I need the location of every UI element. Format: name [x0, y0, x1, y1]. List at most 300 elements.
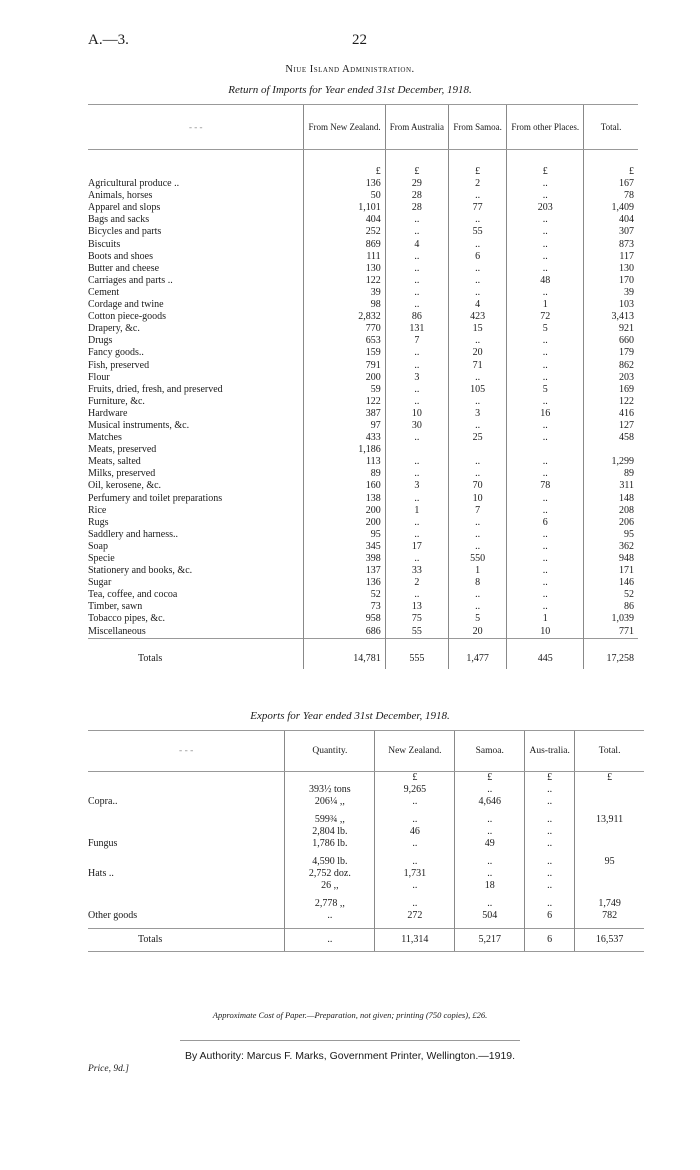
total-value: 307 [584, 226, 638, 238]
australia-value: 28 [385, 190, 448, 202]
col-total: Total. [575, 731, 644, 772]
total-value: 948 [584, 553, 638, 565]
australia-value: .. [385, 275, 448, 287]
item-label: Tobacco pipes, &c. [88, 613, 166, 625]
table-row [88, 529, 638, 541]
samoa-value: 15 [448, 323, 506, 335]
australia-value: .. [385, 384, 448, 396]
table-row [88, 468, 638, 480]
samoa-value: 5 [448, 613, 506, 625]
table-row [88, 505, 638, 517]
table-row [88, 613, 638, 625]
blank-cell [88, 150, 304, 179]
nz-value: 97 [304, 420, 385, 432]
other-value: .. [507, 601, 584, 613]
australia-value: 13 [385, 601, 448, 613]
item-label: Hats .. [88, 868, 114, 879]
paper-cost-note: Approximate Cost of Paper.—Preparation, not given; printing (750 copies), £26. [212, 1010, 488, 1020]
australia-value: 3 [385, 480, 448, 492]
australia-value: .. [525, 784, 575, 796]
nz-value: 200 [304, 517, 385, 529]
item-label: Specie [88, 553, 115, 564]
other-value: 5 [507, 384, 584, 396]
nz-value: 95 [304, 529, 385, 541]
table-row [88, 396, 638, 408]
total-value [575, 826, 644, 838]
nz-value: 73 [304, 601, 385, 613]
item-label: Boots and shoes [88, 250, 153, 262]
total-value: 3,413 [584, 311, 638, 323]
total-value: 52 [584, 589, 638, 601]
nz-value: 252 [304, 226, 385, 238]
samoa-value: 20 [448, 347, 506, 359]
other-value: .. [507, 372, 584, 384]
samoa-value: 504 [455, 910, 525, 922]
table-row [88, 444, 638, 456]
item-label: Copra.. [88, 796, 118, 807]
australia-value: .. [525, 838, 575, 850]
quantity-value: 206¼ ,, [285, 796, 375, 808]
currency-symbol: £ [584, 150, 638, 179]
other-value: 72 [507, 311, 584, 323]
total-value: 782 [575, 910, 644, 922]
samoa-value: 18 [455, 880, 525, 892]
total-value: 203 [584, 372, 638, 384]
australia-value: 55 [385, 626, 448, 639]
quantity-value: 26 ,, [285, 880, 375, 892]
australia-value: 30 [385, 420, 448, 432]
samoa-value: 4 [448, 299, 506, 311]
table-row [88, 784, 644, 796]
other-value: .. [507, 420, 584, 432]
australia-value: 28 [385, 202, 448, 214]
other-value: 6 [507, 517, 584, 529]
nz-value: 11,314 [375, 929, 455, 952]
table-row [88, 541, 638, 553]
nz-value: 958 [304, 613, 385, 625]
printer-authority: By Authority: Marcus F. Marks, Government Printer, Wellington.—1919. [184, 1050, 516, 1062]
total-value: 167 [584, 178, 638, 190]
australia-value: .. [525, 826, 575, 838]
quantity-value: .. [285, 910, 375, 922]
total-value: 127 [584, 420, 638, 432]
table-row [88, 347, 638, 359]
table-row [88, 263, 638, 275]
samoa-value: 1 [448, 565, 506, 577]
other-value: .. [507, 529, 584, 541]
nz-value: 122 [304, 275, 385, 287]
nz-value: 200 [304, 505, 385, 517]
australia-value: 1 [385, 505, 448, 517]
australia-value: .. [385, 468, 448, 480]
australia-value: .. [385, 360, 448, 372]
total-value: 206 [584, 517, 638, 529]
total-value: 170 [584, 275, 638, 287]
samoa-value: .. [448, 335, 506, 347]
other-value: 445 [507, 638, 584, 669]
total-value: 95 [584, 529, 638, 541]
other-value: 203 [507, 202, 584, 214]
other-value: .. [507, 226, 584, 238]
total-value: 95 [575, 856, 644, 868]
table-row [88, 493, 638, 505]
total-value: 921 [584, 323, 638, 335]
nz-value: 2,832 [304, 311, 385, 323]
nz-value: 345 [304, 541, 385, 553]
total-value: 1,299 [584, 456, 638, 468]
total-value: 458 [584, 432, 638, 444]
quantity-value: 2,778 ,, [285, 898, 375, 910]
other-value: .. [507, 456, 584, 468]
item-label: Drapery, &c. [88, 323, 140, 335]
exports-title: Exports for Year ended 31st December, 1918. [250, 710, 450, 722]
nz-value: .. [375, 880, 455, 892]
item-label [88, 856, 285, 868]
total-value [584, 444, 638, 456]
item-label: Fungus [88, 838, 118, 849]
samoa-value: .. [455, 814, 525, 826]
nz-value: 113 [304, 456, 385, 468]
total-value: 39 [584, 287, 638, 299]
currency-symbol: £ [385, 150, 448, 179]
imports-title: Return of Imports for Year ended 31st December, 1918. [228, 84, 472, 96]
australia-value: 4 [385, 239, 448, 251]
table-row [88, 178, 638, 190]
total-value: 660 [584, 335, 638, 347]
item-label: Butter and cheese [88, 262, 160, 274]
nz-value: 59 [304, 384, 385, 396]
table-row [88, 814, 644, 826]
imports-head-blank: - - - [88, 105, 304, 150]
nz-value: 136 [304, 178, 385, 190]
total-value [575, 784, 644, 796]
table-row [88, 372, 638, 384]
table-row [88, 826, 644, 838]
australia-value: 7 [385, 335, 448, 347]
other-value: 10 [507, 626, 584, 639]
nz-value: 137 [304, 565, 385, 577]
table-row [88, 910, 644, 922]
nz-value: 14,781 [304, 638, 385, 669]
other-value: .. [507, 239, 584, 251]
item-label: Bicycles and parts [88, 226, 162, 238]
australia-value: .. [385, 396, 448, 408]
australia-value: .. [385, 263, 448, 275]
other-value: .. [507, 347, 584, 359]
total-value [575, 880, 644, 892]
item-label: Flour [88, 371, 110, 383]
samoa-value: 4,646 [455, 796, 525, 808]
nz-value: 791 [304, 360, 385, 372]
nz-value: 98 [304, 299, 385, 311]
nz-value: 122 [304, 396, 385, 408]
item-label: Miscellaneous [88, 625, 146, 637]
item-label: Agricultural produce .. [88, 178, 180, 190]
nz-value: 130 [304, 263, 385, 275]
table-row [88, 239, 638, 251]
table-row [88, 190, 638, 202]
exports-head-blank: - - - [88, 731, 285, 772]
samoa-value: 3 [448, 408, 506, 420]
table-row [88, 838, 644, 850]
other-value: .. [507, 577, 584, 589]
item-label: Fancy goods.. [88, 347, 144, 359]
totals-row [88, 638, 638, 669]
other-value: 16 [507, 408, 584, 420]
table-row [88, 360, 638, 372]
australia-value: .. [525, 856, 575, 868]
currency-symbol: £ [375, 772, 455, 785]
table-row [88, 335, 638, 347]
samoa-value: 2 [448, 178, 506, 190]
australia-value: .. [385, 251, 448, 263]
samoa-value: 49 [455, 838, 525, 850]
other-value: .. [507, 335, 584, 347]
currency-symbol: £ [304, 150, 385, 179]
nz-value: 160 [304, 480, 385, 492]
col-total: Total. [584, 105, 638, 150]
other-value: .. [507, 541, 584, 553]
samoa-value: 77 [448, 202, 506, 214]
nz-value: 159 [304, 347, 385, 359]
table-row [88, 432, 638, 444]
samoa-value: .. [448, 239, 506, 251]
item-label: Matches [88, 432, 122, 444]
samoa-value [448, 444, 506, 456]
samoa-value: .. [448, 541, 506, 553]
samoa-value: .. [455, 826, 525, 838]
table-row [88, 553, 638, 565]
australia-value: 6 [525, 929, 575, 952]
currency-row [88, 772, 644, 785]
nz-value: 686 [304, 626, 385, 639]
australia-value: .. [525, 814, 575, 826]
total-value: 148 [584, 493, 638, 505]
samoa-value: .. [448, 396, 506, 408]
table-row [88, 880, 644, 892]
table-row [88, 456, 638, 468]
australia-value [385, 444, 448, 456]
other-value: .. [507, 493, 584, 505]
other-value: 78 [507, 480, 584, 492]
australia-value: 3 [385, 372, 448, 384]
item-label: Cement [88, 286, 120, 298]
total-value: 1,409 [584, 202, 638, 214]
samoa-value: .. [448, 263, 506, 275]
total-value: 13,911 [575, 814, 644, 826]
total-value: 86 [584, 601, 638, 613]
samoa-value: 20 [448, 626, 506, 639]
australia-value: .. [385, 517, 448, 529]
table-row [88, 868, 644, 880]
item-label: Stationery and books, &c. [88, 565, 193, 577]
australia-value: .. [385, 553, 448, 565]
price: Price, 9d.] [88, 1064, 129, 1074]
item-label [88, 814, 285, 826]
nz-value: 1,101 [304, 202, 385, 214]
samoa-value: .. [448, 456, 506, 468]
table-row [88, 517, 638, 529]
totals-row [88, 929, 644, 952]
item-label: Oil, kerosene, &c. [88, 480, 162, 492]
other-value: .. [507, 263, 584, 275]
samoa-value: .. [448, 517, 506, 529]
nz-value: 770 [304, 323, 385, 335]
item-label [88, 826, 285, 838]
col-australia: Aus-tralia. [525, 731, 575, 772]
samoa-value: 8 [448, 577, 506, 589]
australia-value: 29 [385, 178, 448, 190]
other-value: .. [507, 178, 584, 190]
samoa-value: .. [455, 868, 525, 880]
samoa-value: 423 [448, 311, 506, 323]
australia-value: .. [525, 868, 575, 880]
australia-value: 17 [385, 541, 448, 553]
australia-value: 555 [385, 638, 448, 669]
total-value: 416 [584, 408, 638, 420]
item-label: Saddlery and harness.. [88, 528, 178, 540]
other-value: .. [507, 589, 584, 601]
item-label: Timber, sawn [88, 601, 143, 613]
item-label: Meats, preserved [88, 444, 157, 456]
australia-value: .. [385, 529, 448, 541]
table-row [88, 565, 638, 577]
total-value: 130 [584, 263, 638, 275]
samoa-value: 25 [448, 432, 506, 444]
nz-value: 433 [304, 432, 385, 444]
australia-value: .. [385, 214, 448, 226]
nz-value: 50 [304, 190, 385, 202]
currency-symbol: £ [525, 772, 575, 785]
other-value: 1 [507, 299, 584, 311]
nz-value: 9,265 [375, 784, 455, 796]
other-value: .. [507, 468, 584, 480]
nz-value: 1,731 [375, 868, 455, 880]
item-label: Bags and sacks [88, 214, 150, 226]
divider [180, 1040, 520, 1041]
table-row [88, 275, 638, 287]
samoa-value: .. [448, 601, 506, 613]
australia-value: 2 [385, 577, 448, 589]
document-code: A.—3. [88, 32, 129, 48]
samoa-value: 6 [448, 251, 506, 263]
nz-value: 398 [304, 553, 385, 565]
table-row [88, 589, 638, 601]
item-label: Other goods [88, 910, 138, 921]
table-row [88, 299, 638, 311]
australia-value: 131 [385, 323, 448, 335]
other-value: .. [507, 251, 584, 263]
table-row [88, 226, 638, 238]
australia-value: .. [385, 456, 448, 468]
nz-value: 39 [304, 287, 385, 299]
samoa-value: .. [448, 287, 506, 299]
total-value: 1,039 [584, 613, 638, 625]
item-label: Apparel and slops [88, 202, 161, 214]
item-label: Furniture, &c. [88, 395, 145, 407]
item-label: Meats, salted [88, 456, 141, 468]
samoa-value: .. [455, 856, 525, 868]
total-value: 103 [584, 299, 638, 311]
total-value: 208 [584, 505, 638, 517]
total-value: 122 [584, 396, 638, 408]
nz-value: 387 [304, 408, 385, 420]
nz-value: 653 [304, 335, 385, 347]
total-value: 16,537 [575, 929, 644, 952]
australia-value: 86 [385, 311, 448, 323]
other-value [507, 444, 584, 456]
item-label: Rice [88, 504, 107, 516]
samoa-value: .. [448, 589, 506, 601]
nz-value: 46 [375, 826, 455, 838]
samoa-value: 7 [448, 505, 506, 517]
quantity-value: 2,804 lb. [285, 826, 375, 838]
quantity-value: 393½ tons [285, 784, 375, 796]
item-label: Fruits, dried, fresh, and preserved [88, 383, 223, 395]
document-title: Niue Island Administration. [285, 64, 415, 75]
table-row [88, 856, 644, 868]
item-label: Hardware [88, 407, 128, 419]
samoa-value: .. [455, 784, 525, 796]
other-value: .. [507, 214, 584, 226]
total-value: 862 [584, 360, 638, 372]
samoa-value: 55 [448, 226, 506, 238]
nz-value: 111 [304, 251, 385, 263]
total-value: 78 [584, 190, 638, 202]
total-value [575, 796, 644, 808]
totals-label: Totals [88, 638, 304, 669]
samoa-value: 1,477 [448, 638, 506, 669]
australia-value: 33 [385, 565, 448, 577]
nz-value: .. [375, 796, 455, 808]
nz-value: 404 [304, 214, 385, 226]
australia-value: .. [385, 226, 448, 238]
samoa-value: 71 [448, 360, 506, 372]
quantity-value: 2,752 doz. [285, 868, 375, 880]
other-value: .. [507, 565, 584, 577]
samoa-value: .. [448, 529, 506, 541]
quantity-value: .. [285, 929, 375, 952]
nz-value: 1,186 [304, 444, 385, 456]
australia-value: .. [525, 898, 575, 910]
other-value: 1 [507, 613, 584, 625]
table-row [88, 420, 638, 432]
australia-value: 6 [525, 910, 575, 922]
table-row [88, 287, 638, 299]
table-row [88, 323, 638, 335]
nz-value: 138 [304, 493, 385, 505]
samoa-value: 10 [448, 493, 506, 505]
item-label: Rugs [88, 516, 109, 528]
australia-value: .. [385, 589, 448, 601]
currency-symbol: £ [455, 772, 525, 785]
currency-symbol: £ [448, 150, 506, 179]
item-label: Biscuits [88, 238, 121, 250]
currency-symbol [285, 772, 375, 785]
nz-value: 272 [375, 910, 455, 922]
nz-value: .. [375, 856, 455, 868]
table-row [88, 626, 638, 639]
item-label: Musical instruments, &c. [88, 419, 190, 431]
table-row [88, 601, 638, 613]
total-value: 311 [584, 480, 638, 492]
australia-value: .. [385, 287, 448, 299]
samoa-value: 5,217 [455, 929, 525, 952]
samoa-value: 550 [448, 553, 506, 565]
other-value: .. [507, 553, 584, 565]
samoa-value: 105 [448, 384, 506, 396]
item-label: Carriages and parts .. [88, 274, 173, 286]
